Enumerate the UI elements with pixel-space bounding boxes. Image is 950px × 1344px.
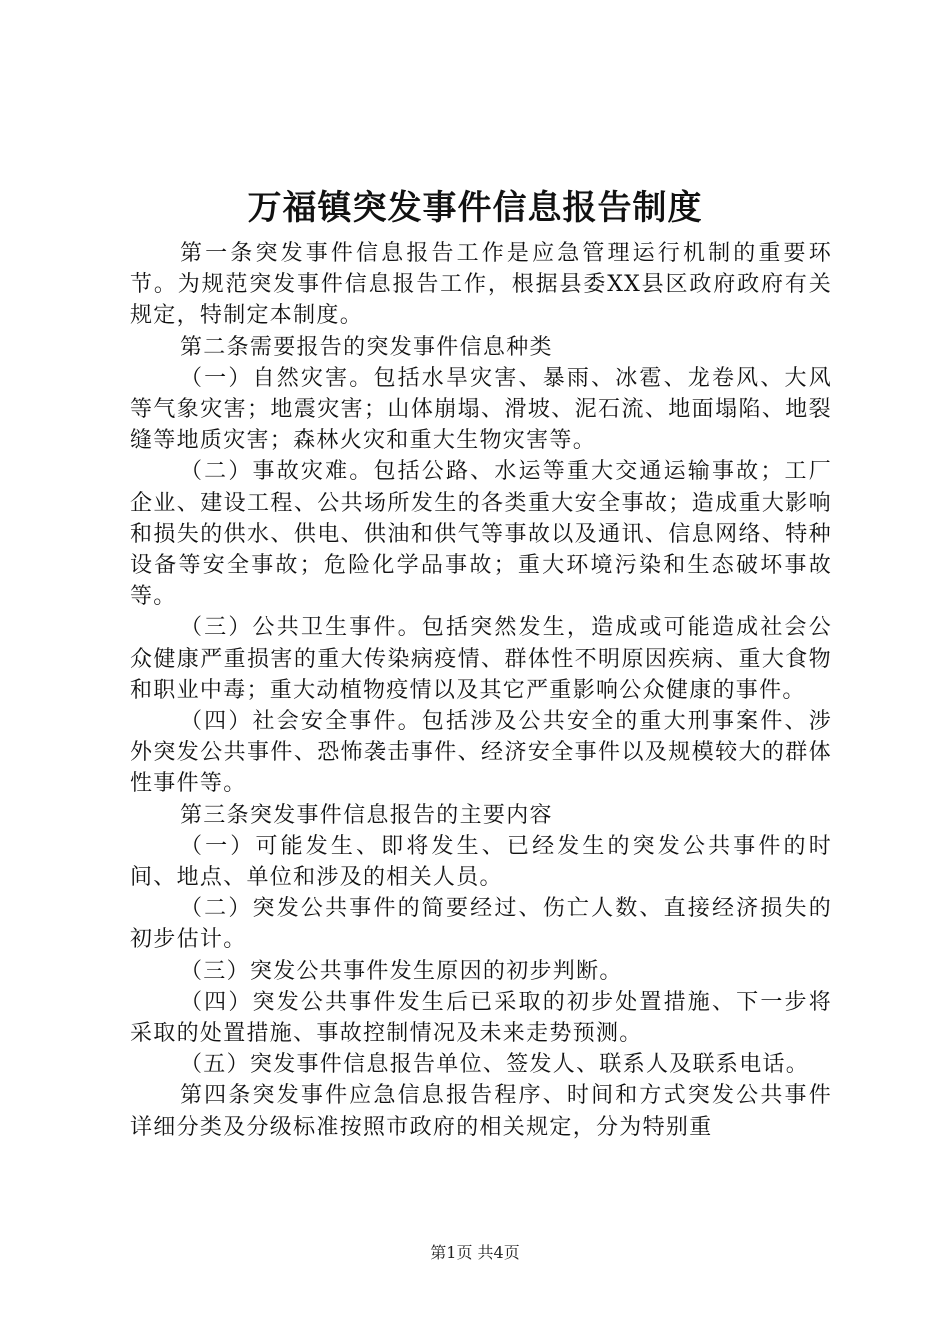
paragraph-content-1: （一）可能发生、即将发生、已经发生的突发公共事件的时间、地点、单位和涉及的相关人员。 xyxy=(130,833,832,891)
paragraph-public-health: （三）公共卫生事件。包括突然发生，造成或可能造成社会公众健康严重损害的重大传染病疫情、群体性不明原因疾病、重大食物和职业中毒；重大动植物疫情以及其它严重影响公众健康的事件。 xyxy=(130,615,832,703)
paragraph-accidents: （二）事故灾难。包括公路、水运等重大交通运输事故；工厂企业、建设工程、公共场所发生的各类重大安全事故；造成重大影响和损失的供水、供电、供油和供气等事故以及通讯、信息网络、特种设备等安全事故；危险化学品事故；重大环境污染和生态破坏事故等。 xyxy=(130,459,832,610)
paragraph-article-4: 第四条突发事件应急信息报告程序、时间和方式突发公共事件详细分类及分级标准按照市政府的相关规定，分为特别重 xyxy=(130,1083,832,1140)
paragraph-content-2: （二）突发公共事件的简要经过、伤亡人数、直接经济损失的初步估计。 xyxy=(130,896,832,953)
paragraph-content-3: （三）突发公共事件发生原因的初步判断。 xyxy=(180,958,623,984)
paragraph-article-2-heading: 第二条需要报告的突发事件信息种类 xyxy=(180,334,553,360)
document-title: 万福镇突发事件信息报告制度 xyxy=(247,188,703,228)
paragraph-article-1: 第一条突发事件信息报告工作是应急管理运行机制的重要环节。为规范突发事件信息报告工作，根据县委XX县区政府政府有关规定，特制定本制度。 xyxy=(130,241,832,329)
paragraph-content-5: （五）突发事件信息报告单位、签发人、联系人及联系电话。 xyxy=(180,1052,810,1078)
paragraph-content-4: （四）突发公共事件发生后已采取的初步处置措施、下一步将采取的处置措施、事故控制情况及未来走势预测。 xyxy=(130,989,832,1047)
paragraph-social-security: （四）社会安全事件。包括涉及公共安全的重大刑事案件、涉外突发公共事件、恐怖袭击事件、经济安全事件以及规模较大的群体性事件等。 xyxy=(130,709,832,797)
paragraph-natural-disasters: （一）自然灾害。包括水旱灾害、暴雨、冰雹、龙卷风、大风等气象灾害；地震灾害；山体崩塌、滑坡、泥石流、地面塌陷、地裂缝等地质灾害；森林火灾和重大生物灾害等。 xyxy=(130,365,832,454)
page-number-footer: 第1页 共4页 xyxy=(430,1243,520,1262)
paragraph-article-3-heading: 第三条突发事件信息报告的主要内容 xyxy=(180,802,553,828)
document-body xyxy=(130,238,832,1143)
